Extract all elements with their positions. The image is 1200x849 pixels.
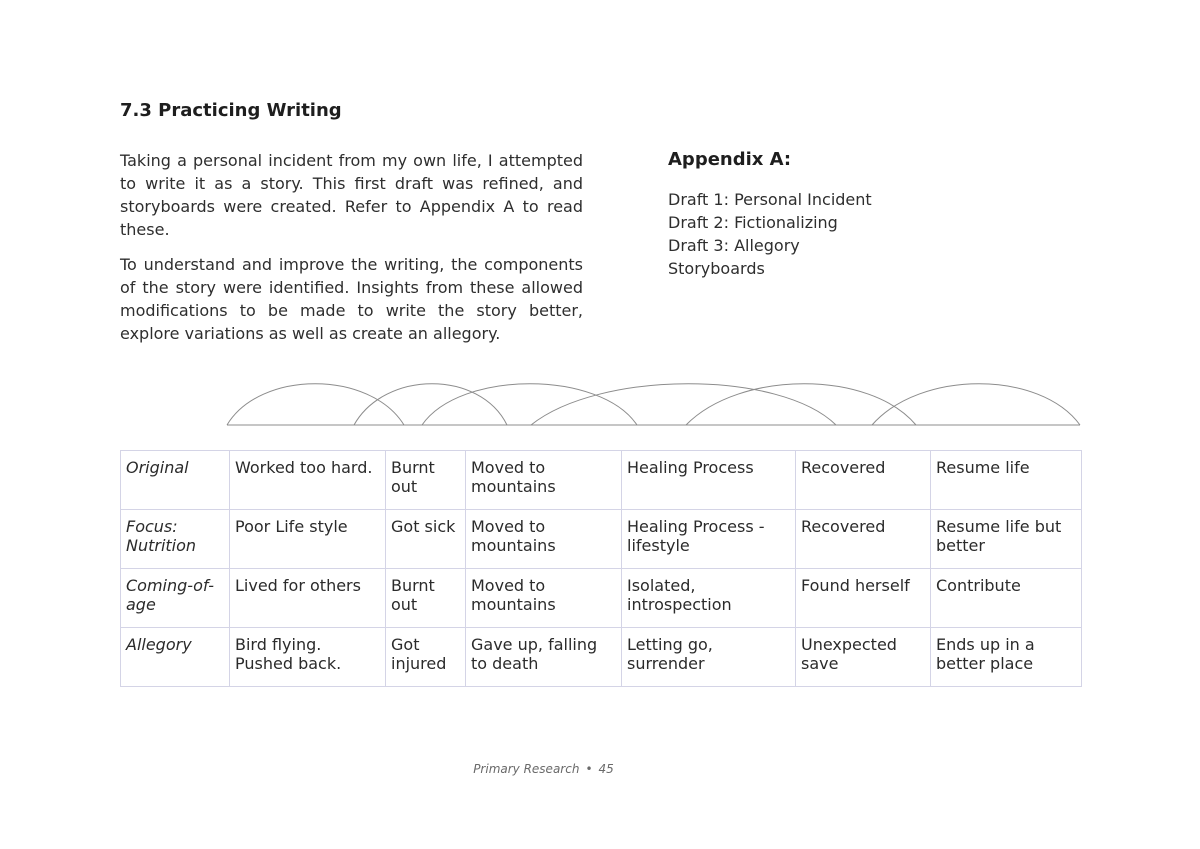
table-cell: Recovered [796,451,931,510]
body-paragraph: To understand and improve the writing, the components of the story were identified. Insights from these allowed modifications to be made to write the story better, explore variations as well as create an allegory. [120,255,583,343]
table-cell: Burnt out [386,569,466,628]
arc [531,384,836,425]
table-cell: Moved to mountains [466,569,622,628]
table-cell: Resume life but better [931,510,1082,569]
table-cell: Found herself [796,569,931,628]
table-cell: Poor Life style [230,510,386,569]
appendix-item-draft-3: Draft 3: Allegory [668,236,800,255]
table-cell: Gave up, falling to death [466,628,622,687]
footer-section: Primary Research [473,762,580,776]
arc [422,384,637,425]
row-label: Original [121,451,230,510]
table-cell: Recovered [796,510,931,569]
table-cell: Unexpected save [796,628,931,687]
table-cell: Burnt out [386,451,466,510]
table-cell: Moved to mountains [466,451,622,510]
table-cell: Got injured [386,628,466,687]
table-cell: Resume life [931,451,1082,510]
page-number: 45 [598,762,614,776]
body-paragraph: Taking a personal incident from my own life, I attempted to write it as a story. This first draft was refined, and storyboards were created. Refer to Appendix A to read these. [120,151,583,239]
table-cell: Got sick [386,510,466,569]
table-cell: Contribute [931,569,1082,628]
appendix-list [668,188,968,280]
table-row [121,628,1082,687]
table-cell: Lived for others [230,569,386,628]
table-cell: Isolated, introspection [622,569,796,628]
table-cell: Letting go, surrender [622,628,796,687]
row-label: Allegory [121,628,230,687]
appendix-box [668,149,968,280]
arc [872,384,1080,425]
story-components-table [120,450,1082,687]
table-cell: Worked too hard. [230,451,386,510]
footer-separator: • [585,762,593,776]
appendix-item-storyboards: Storyboards [668,259,765,278]
appendix-title: Appendix A: [668,149,792,170]
table-cell: Bird flying. Pushed back. [230,628,386,687]
arc [686,384,916,425]
page-footer [0,762,1087,776]
appendix-item-draft-2: Draft 2: Fictionalizing [668,213,838,232]
table-cell: Healing Process - lifestyle [622,510,796,569]
appendix-item-draft-1: Draft 1: Personal Incident [668,190,872,209]
table-cell: Ends up in a better place [931,628,1082,687]
arc [227,384,404,425]
table-row [121,451,1082,510]
table-row [121,569,1082,628]
arc [354,384,507,425]
body-text [120,149,583,357]
table-cell: Healing Process [622,451,796,510]
table-row [121,510,1082,569]
row-label: Focus: Nutrition [121,510,230,569]
section-title: 7.3 Practicing Writing [120,100,342,121]
table-cell: Moved to mountains [466,510,622,569]
row-label: Coming-of-age [121,569,230,628]
story-arcs-diagram [0,370,1200,430]
